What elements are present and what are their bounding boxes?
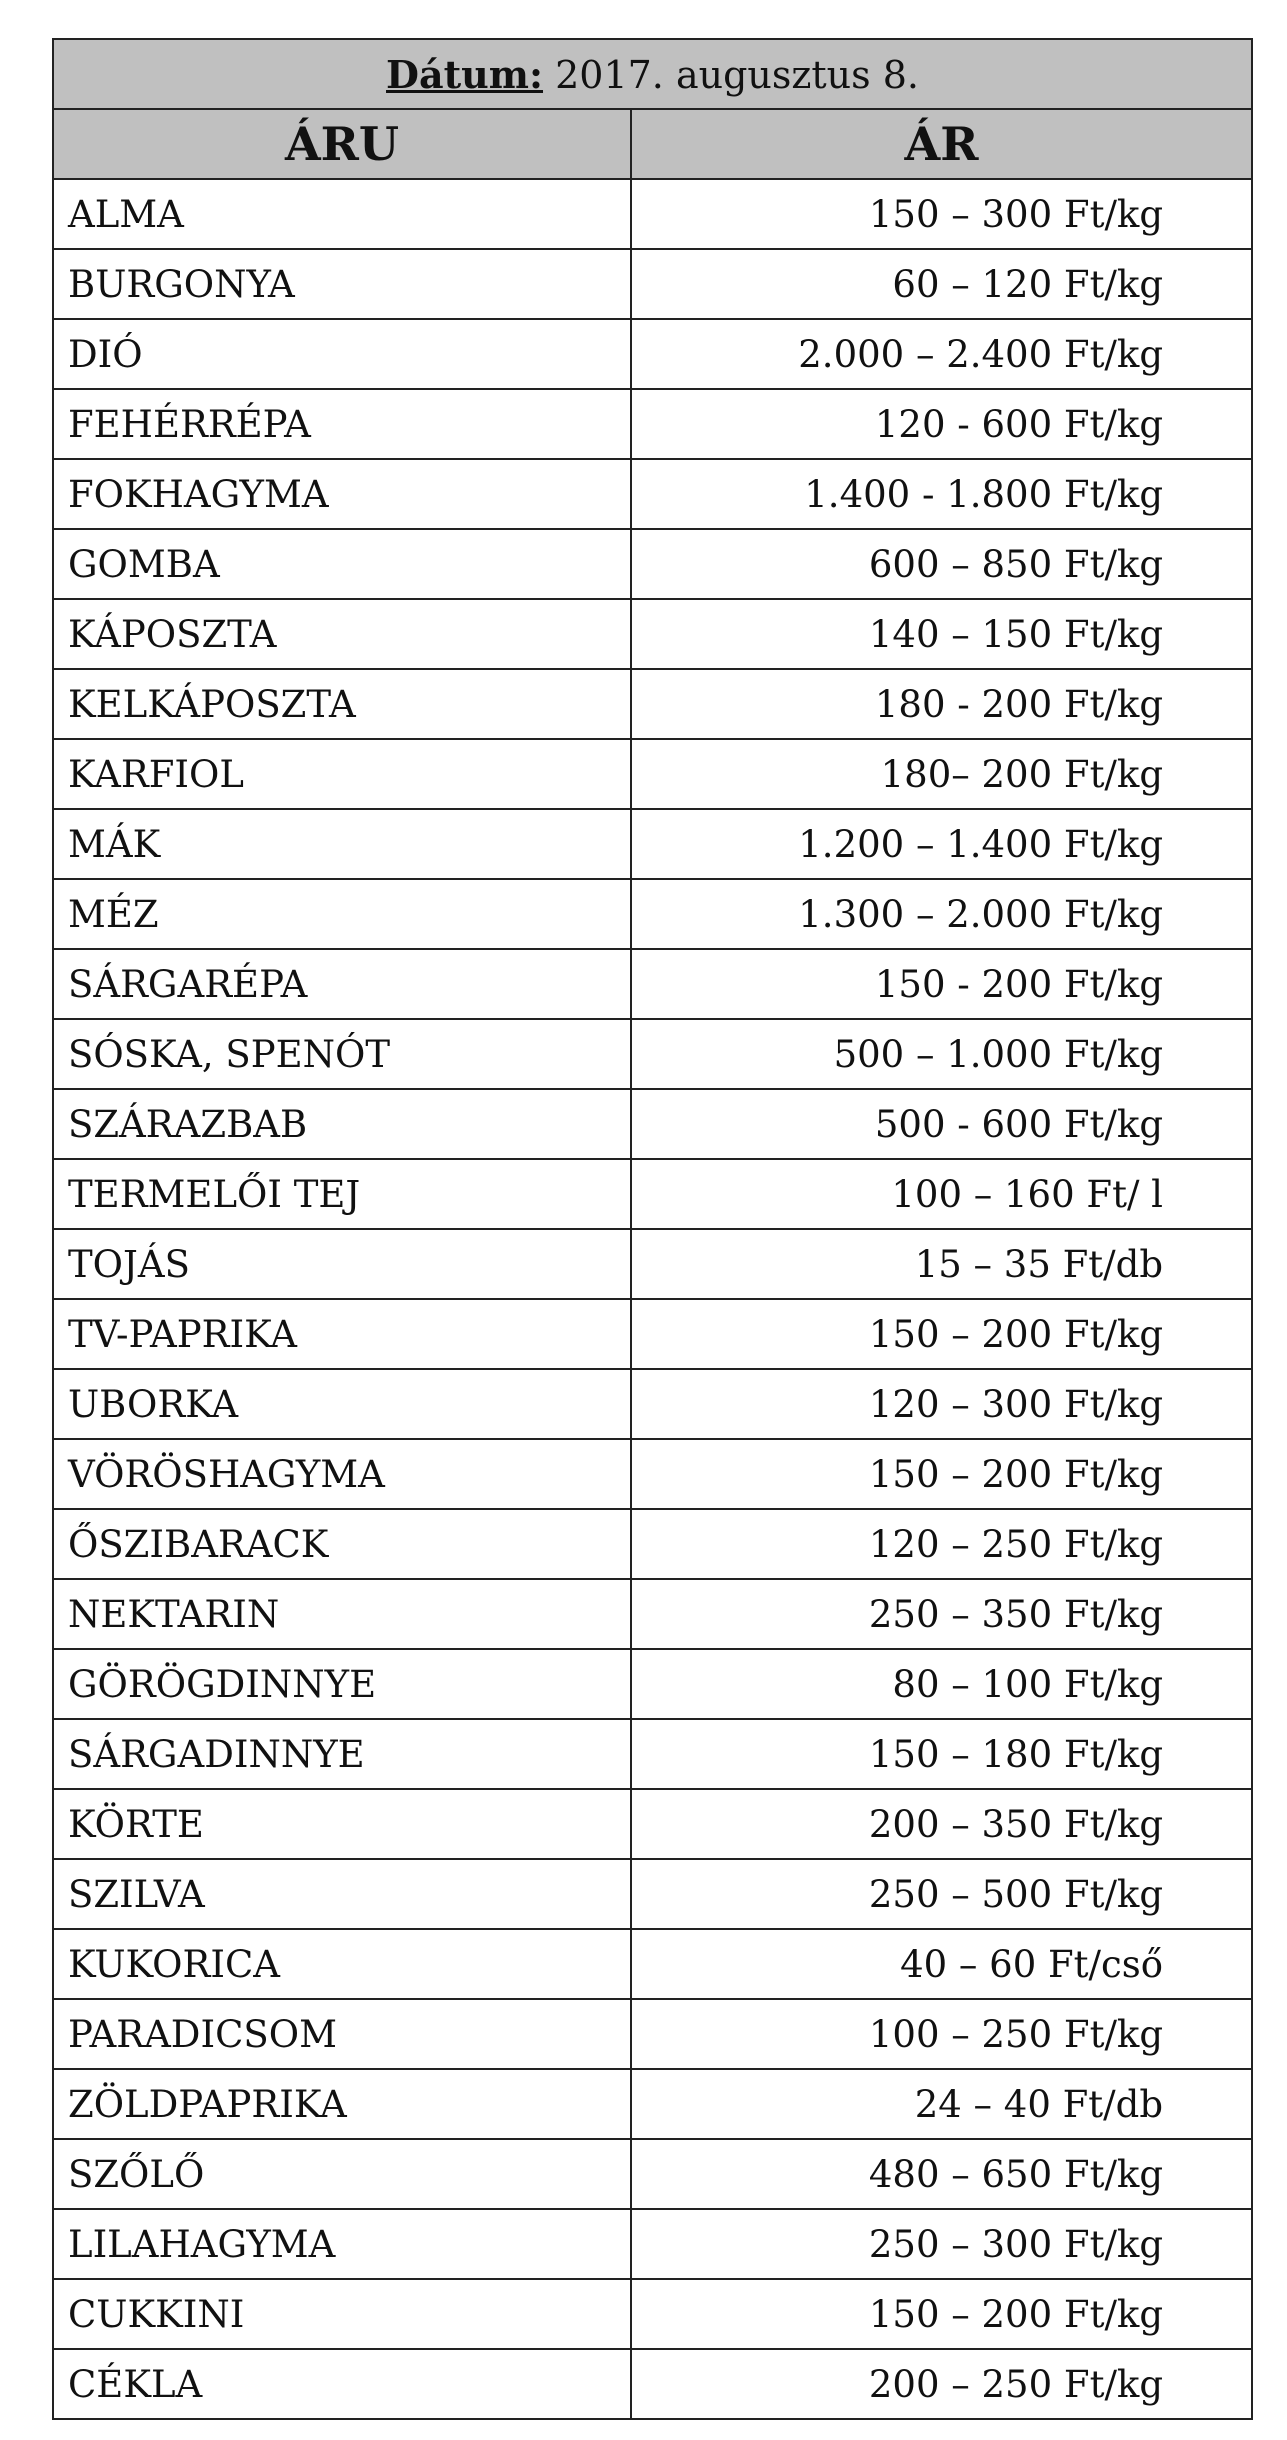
item-price-cell: 80 – 100 Ft/kg — [631, 1649, 1252, 1719]
table-row — [53, 319, 1252, 389]
item-name-cell: SÁRGARÉPA — [53, 949, 631, 1019]
table-row — [53, 2069, 1252, 2139]
item-name-cell: SZILVA — [53, 1859, 631, 1929]
table-row — [53, 1649, 1252, 1719]
table-body — [53, 179, 1252, 2419]
item-price-cell: 180– 200 Ft/kg — [631, 739, 1252, 809]
item-name-cell: ŐSZIBARACK — [53, 1509, 631, 1579]
item-price-cell: 150 – 300 Ft/kg — [631, 179, 1252, 249]
item-price-cell: 480 – 650 Ft/kg — [631, 2139, 1252, 2209]
item-name-cell: BURGONYA — [53, 249, 631, 319]
item-name-cell: MÉZ — [53, 879, 631, 949]
item-price-cell: 200 – 250 Ft/kg — [631, 2349, 1252, 2419]
item-price-cell: 24 – 40 Ft/db — [631, 2069, 1252, 2139]
item-name-cell: SÓSKA, SPENÓT — [53, 1019, 631, 1089]
item-name-cell: FEHÉRRÉPA — [53, 389, 631, 459]
item-price-cell: 60 – 120 Ft/kg — [631, 249, 1252, 319]
table-row — [53, 459, 1252, 529]
item-name-cell: KÁPOSZTA — [53, 599, 631, 669]
table-row — [53, 669, 1252, 739]
item-price-cell: 120 - 600 Ft/kg — [631, 389, 1252, 459]
item-name-cell: NEKTARIN — [53, 1579, 631, 1649]
table-row — [53, 1789, 1252, 1859]
column-header-row — [53, 109, 1252, 179]
item-name-cell: DIÓ — [53, 319, 631, 389]
item-price-cell: 120 – 300 Ft/kg — [631, 1369, 1252, 1439]
item-name-cell: GÖRÖGDINNYE — [53, 1649, 631, 1719]
table-row — [53, 739, 1252, 809]
item-price-cell: 150 – 200 Ft/kg — [631, 1439, 1252, 1509]
item-price-cell: 2.000 – 2.400 Ft/kg — [631, 319, 1252, 389]
item-price-cell: 150 – 180 Ft/kg — [631, 1719, 1252, 1789]
item-price-cell: 150 - 200 Ft/kg — [631, 949, 1252, 1019]
item-name-cell: PARADICSOM — [53, 1999, 631, 2069]
table-row — [53, 1229, 1252, 1299]
table-row — [53, 1579, 1252, 1649]
table-row — [53, 599, 1252, 669]
item-name-cell: KUKORICA — [53, 1929, 631, 1999]
item-name-cell: GOMBA — [53, 529, 631, 599]
date-row — [53, 39, 1252, 109]
item-price-cell: 1.200 – 1.400 Ft/kg — [631, 809, 1252, 879]
item-price-cell: 15 – 35 Ft/db — [631, 1229, 1252, 1299]
item-price-cell: 250 – 350 Ft/kg — [631, 1579, 1252, 1649]
item-name-cell: FOKHAGYMA — [53, 459, 631, 529]
price-table — [52, 38, 1253, 2420]
table-row — [53, 1509, 1252, 1579]
table-row — [53, 1999, 1252, 2069]
item-name-cell: VÖRÖSHAGYMA — [53, 1439, 631, 1509]
item-name-cell: TOJÁS — [53, 1229, 631, 1299]
item-name-cell: UBORKA — [53, 1369, 631, 1439]
item-price-cell: 500 – 1.000 Ft/kg — [631, 1019, 1252, 1089]
table-row — [53, 1019, 1252, 1089]
table-row — [53, 249, 1252, 319]
table-row — [53, 2349, 1252, 2419]
table-row — [53, 1859, 1252, 1929]
item-name-cell: CUKKINI — [53, 2279, 631, 2349]
item-name-cell: CÉKLA — [53, 2349, 631, 2419]
table-row — [53, 1299, 1252, 1369]
table-row — [53, 949, 1252, 1019]
item-name-cell: ALMA — [53, 179, 631, 249]
item-price-cell: 120 – 250 Ft/kg — [631, 1509, 1252, 1579]
table-row — [53, 2209, 1252, 2279]
item-name-cell: KARFIOL — [53, 739, 631, 809]
item-price-cell: 180 - 200 Ft/kg — [631, 669, 1252, 739]
item-price-cell: 250 – 500 Ft/kg — [631, 1859, 1252, 1929]
item-price-cell: 1.300 – 2.000 Ft/kg — [631, 879, 1252, 949]
item-price-cell: 150 – 200 Ft/kg — [631, 1299, 1252, 1369]
item-name-cell: TERMELŐI TEJ — [53, 1159, 631, 1229]
date-label: Dátum: — [386, 51, 544, 97]
date-value: 2017. augusztus 8. — [543, 52, 919, 97]
item-name-cell: KÖRTE — [53, 1789, 631, 1859]
column-header-price: ÁR — [631, 109, 1252, 179]
item-name-cell: MÁK — [53, 809, 631, 879]
table-row — [53, 529, 1252, 599]
column-header-item: ÁRU — [53, 109, 631, 179]
item-price-cell: 500 - 600 Ft/kg — [631, 1089, 1252, 1159]
table-row — [53, 1719, 1252, 1789]
item-price-cell: 140 – 150 Ft/kg — [631, 599, 1252, 669]
table-row — [53, 1929, 1252, 1999]
table-row — [53, 2139, 1252, 2209]
item-price-cell: 40 – 60 Ft/cső — [631, 1929, 1252, 1999]
item-price-cell: 600 – 850 Ft/kg — [631, 529, 1252, 599]
date-cell — [53, 39, 1252, 109]
item-name-cell: TV-PAPRIKA — [53, 1299, 631, 1369]
item-name-cell: LILAHAGYMA — [53, 2209, 631, 2279]
item-name-cell: KELKÁPOSZTA — [53, 669, 631, 739]
item-price-cell: 1.400 - 1.800 Ft/kg — [631, 459, 1252, 529]
table-row — [53, 389, 1252, 459]
item-price-cell: 250 – 300 Ft/kg — [631, 2209, 1252, 2279]
table-row — [53, 1159, 1252, 1229]
item-name-cell: SZŐLŐ — [53, 2139, 631, 2209]
table-row — [53, 1369, 1252, 1439]
item-price-cell: 200 – 350 Ft/kg — [631, 1789, 1252, 1859]
item-price-cell: 100 – 250 Ft/kg — [631, 1999, 1252, 2069]
table-row — [53, 1089, 1252, 1159]
table-row — [53, 2279, 1252, 2349]
table-row — [53, 809, 1252, 879]
item-price-cell: 150 – 200 Ft/kg — [631, 2279, 1252, 2349]
table-row — [53, 1439, 1252, 1509]
item-name-cell: ZÖLDPAPRIKA — [53, 2069, 631, 2139]
item-name-cell: SÁRGADINNYE — [53, 1719, 631, 1789]
table-row — [53, 179, 1252, 249]
item-price-cell: 100 – 160 Ft/ l — [631, 1159, 1252, 1229]
item-name-cell: SZÁRAZBAB — [53, 1089, 631, 1159]
table-row — [53, 879, 1252, 949]
